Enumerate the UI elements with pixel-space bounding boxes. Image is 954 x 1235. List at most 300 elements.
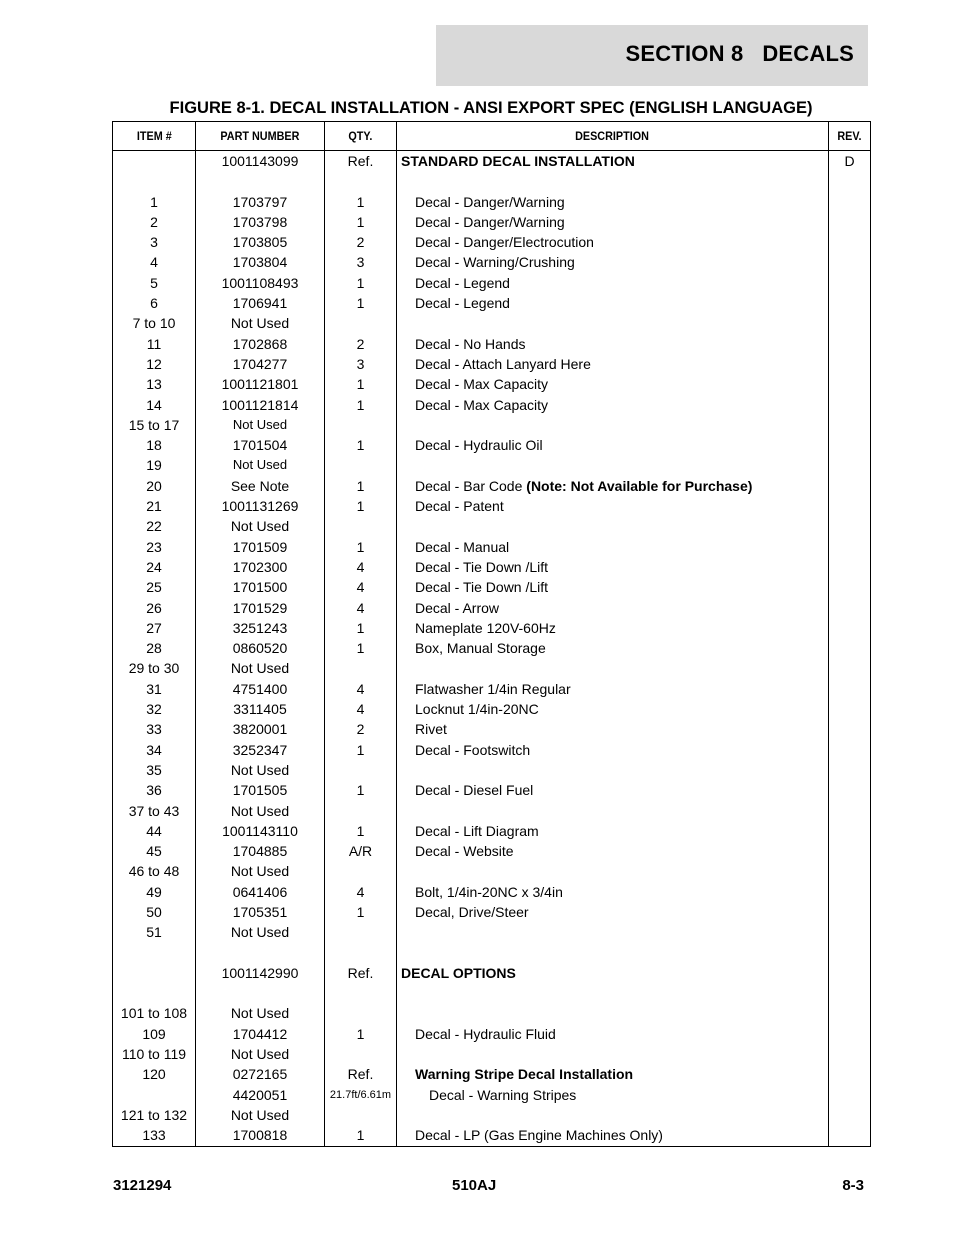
qty-cell: 1 bbox=[325, 476, 397, 496]
part-number-cell: 3252347 bbox=[196, 740, 325, 760]
table-row bbox=[113, 455, 871, 475]
description-text bbox=[397, 721, 447, 737]
rev-cell bbox=[829, 374, 871, 394]
rev-cell bbox=[829, 740, 871, 760]
qty-cell: 4 bbox=[325, 679, 397, 699]
table-row bbox=[113, 334, 871, 354]
rev-cell bbox=[829, 658, 871, 678]
description-text bbox=[397, 803, 415, 819]
description-text bbox=[397, 173, 415, 189]
item-number-cell: 35 bbox=[113, 760, 196, 780]
description-cell bbox=[397, 821, 829, 841]
description-cell bbox=[397, 719, 829, 739]
description-text bbox=[397, 417, 415, 433]
qty-cell: Ref. bbox=[325, 963, 397, 983]
rev-cell bbox=[829, 638, 871, 658]
rev-cell bbox=[829, 516, 871, 536]
table-row bbox=[113, 496, 871, 516]
description-text bbox=[397, 336, 526, 352]
description-label: DECAL OPTIONS bbox=[401, 964, 516, 981]
description-cell bbox=[397, 1064, 829, 1084]
part-number-cell: 1001143099 bbox=[196, 151, 325, 172]
item-number-cell: 36 bbox=[113, 780, 196, 800]
qty-cell bbox=[325, 922, 397, 942]
rev-cell bbox=[829, 577, 871, 597]
table-row bbox=[113, 882, 871, 902]
part-number-cell: Not Used bbox=[196, 760, 325, 780]
part-number-cell: 1001108493 bbox=[196, 273, 325, 293]
description-cell bbox=[397, 618, 829, 638]
qty-cell: 1 bbox=[325, 1125, 397, 1146]
description-cell bbox=[397, 192, 829, 212]
qty-cell: 1 bbox=[325, 293, 397, 313]
item-number-cell: 120 bbox=[113, 1064, 196, 1084]
description-text bbox=[397, 376, 548, 392]
qty-cell: 2 bbox=[325, 334, 397, 354]
part-number-cell: 1001121801 bbox=[196, 374, 325, 394]
description-text bbox=[397, 254, 575, 270]
rev-cell bbox=[829, 212, 871, 232]
rev-cell bbox=[829, 354, 871, 374]
item-number-cell: 33 bbox=[113, 719, 196, 739]
description-text bbox=[397, 214, 565, 230]
description-cell bbox=[397, 212, 829, 232]
item-number-cell: 44 bbox=[113, 821, 196, 841]
qty-cell bbox=[325, 943, 397, 963]
description-label: Decal - Danger/Warning bbox=[415, 193, 565, 210]
description-text bbox=[397, 660, 415, 676]
item-number-cell: 6 bbox=[113, 293, 196, 313]
part-number-cell: 0860520 bbox=[196, 638, 325, 658]
table-row bbox=[113, 435, 871, 455]
description-text bbox=[397, 1087, 576, 1103]
table-row bbox=[113, 618, 871, 638]
part-number-cell: Not Used bbox=[196, 1003, 325, 1023]
item-number-cell: 27 bbox=[113, 618, 196, 638]
item-number-cell: 3 bbox=[113, 232, 196, 252]
table-row bbox=[113, 821, 871, 841]
description-text bbox=[397, 823, 539, 839]
part-number-cell: 1704412 bbox=[196, 1024, 325, 1044]
item-number-cell: 24 bbox=[113, 557, 196, 577]
table-row bbox=[113, 922, 871, 942]
footer-model: 510AJ bbox=[452, 1177, 497, 1194]
qty-cell: 1 bbox=[325, 212, 397, 232]
part-number-cell: Not Used bbox=[196, 455, 325, 475]
description-cell bbox=[397, 902, 829, 922]
description-cell bbox=[397, 1085, 829, 1105]
description-cell bbox=[397, 496, 829, 516]
qty-cell: 1 bbox=[325, 395, 397, 415]
rev-cell bbox=[829, 943, 871, 963]
description-text bbox=[397, 295, 510, 311]
part-number-cell: 3311405 bbox=[196, 699, 325, 719]
table-row bbox=[113, 171, 871, 191]
rev-cell bbox=[829, 983, 871, 1003]
item-number-cell: 109 bbox=[113, 1024, 196, 1044]
item-number-cell: 15 to 17 bbox=[113, 415, 196, 435]
description-text bbox=[397, 579, 548, 595]
table-row bbox=[113, 902, 871, 922]
table-row bbox=[113, 354, 871, 374]
table-row bbox=[113, 983, 871, 1003]
qty-cell: 1 bbox=[325, 496, 397, 516]
part-number-cell: Not Used bbox=[196, 516, 325, 536]
item-number-cell: 29 to 30 bbox=[113, 658, 196, 678]
description-cell bbox=[397, 151, 829, 172]
part-number-cell: 4751400 bbox=[196, 679, 325, 699]
item-number-cell: 101 to 108 bbox=[113, 1003, 196, 1023]
rev-cell bbox=[829, 334, 871, 354]
description-label: Decal - Legend bbox=[415, 274, 510, 291]
qty-cell bbox=[325, 658, 397, 678]
description-text bbox=[397, 620, 556, 636]
rev-cell bbox=[829, 963, 871, 983]
item-number-cell: 12 bbox=[113, 354, 196, 374]
item-number-cell: 51 bbox=[113, 922, 196, 942]
description-label: Decal - Manual bbox=[415, 538, 510, 555]
qty-cell: 4 bbox=[325, 699, 397, 719]
description-cell bbox=[397, 334, 829, 354]
item-number-cell: 7 to 10 bbox=[113, 313, 196, 333]
part-number-cell: Not Used bbox=[196, 1044, 325, 1064]
qty-cell: A/R bbox=[325, 841, 397, 861]
description-cell bbox=[397, 740, 829, 760]
description-label: Decal - Bar Code bbox=[415, 477, 527, 494]
description-label: Decal - Lift Diagram bbox=[415, 822, 539, 839]
table-header-row bbox=[113, 122, 871, 151]
part-number-cell: 1701504 bbox=[196, 435, 325, 455]
description-label: Decal - Attach Lanyard Here bbox=[415, 355, 591, 372]
part-number-cell: 1705351 bbox=[196, 902, 325, 922]
qty-cell: Ref. bbox=[325, 1064, 397, 1084]
table-row bbox=[113, 699, 871, 719]
part-number-cell: 4420051 bbox=[196, 1085, 325, 1105]
item-number-cell: 25 bbox=[113, 577, 196, 597]
description-label: Decal - Legend bbox=[415, 295, 510, 312]
part-number-cell: 1706941 bbox=[196, 293, 325, 313]
qty-cell: 1 bbox=[325, 537, 397, 557]
part-number-cell: 1001131269 bbox=[196, 496, 325, 516]
description-label: Rivet bbox=[415, 721, 447, 738]
rev-cell bbox=[829, 1044, 871, 1064]
item-number-cell: 31 bbox=[113, 679, 196, 699]
description-label: Warning Stripe Decal Installation bbox=[415, 1066, 634, 1083]
description-text bbox=[397, 904, 529, 920]
item-number-cell: 22 bbox=[113, 516, 196, 536]
item-number-cell bbox=[113, 171, 196, 191]
part-number-cell: Not Used bbox=[196, 861, 325, 881]
table-row bbox=[113, 861, 871, 881]
description-cell bbox=[397, 476, 829, 496]
description-cell bbox=[397, 598, 829, 618]
description-label: Decal - Max Capacity bbox=[415, 376, 549, 393]
description-label: Decal - Patent bbox=[415, 498, 504, 515]
rev-cell bbox=[829, 435, 871, 455]
parts-table-body bbox=[113, 151, 871, 1147]
rev-cell bbox=[829, 252, 871, 272]
description-label: Decal, Drive/Steer bbox=[415, 903, 529, 920]
description-cell bbox=[397, 760, 829, 780]
description-text bbox=[397, 681, 571, 697]
qty-cell bbox=[325, 171, 397, 191]
table-row bbox=[113, 963, 871, 983]
rev-cell bbox=[829, 841, 871, 861]
rev-cell bbox=[829, 922, 871, 942]
qty-cell: 1 bbox=[325, 273, 397, 293]
qty-cell: 1 bbox=[325, 618, 397, 638]
part-number-cell: 0272165 bbox=[196, 1064, 325, 1084]
description-text bbox=[397, 965, 516, 981]
item-number-cell: 26 bbox=[113, 598, 196, 618]
description-text bbox=[397, 985, 415, 1001]
description-text bbox=[397, 437, 543, 453]
qty-cell bbox=[325, 313, 397, 333]
description-cell bbox=[397, 861, 829, 881]
item-number-cell: 19 bbox=[113, 455, 196, 475]
description-cell bbox=[397, 963, 829, 983]
description-cell bbox=[397, 435, 829, 455]
description-note: (Note: Not Available for Purchase) bbox=[526, 477, 753, 494]
qty-cell bbox=[325, 415, 397, 435]
qty-cell: 1 bbox=[325, 780, 397, 800]
rev-cell bbox=[829, 902, 871, 922]
part-number-cell: 1001143110 bbox=[196, 821, 325, 841]
rev-cell bbox=[829, 313, 871, 333]
part-number-cell: Not Used bbox=[196, 658, 325, 678]
qty-cell bbox=[325, 1044, 397, 1064]
rev-cell bbox=[829, 1064, 871, 1084]
qty-cell bbox=[325, 801, 397, 821]
description-text bbox=[397, 478, 752, 494]
description-cell bbox=[397, 1125, 829, 1146]
qty-cell bbox=[325, 983, 397, 1003]
description-label: Bolt, 1/4in-20NC x 3/4in bbox=[415, 883, 563, 900]
qty-cell: 3 bbox=[325, 354, 397, 374]
rev-cell bbox=[829, 1125, 871, 1146]
part-number-cell: 1702868 bbox=[196, 334, 325, 354]
item-number-cell: 50 bbox=[113, 902, 196, 922]
qty-cell: 1 bbox=[325, 192, 397, 212]
item-number-cell: 5 bbox=[113, 273, 196, 293]
rev-cell bbox=[829, 679, 871, 699]
description-text bbox=[397, 498, 504, 514]
rev-cell: D bbox=[829, 151, 871, 172]
qty-cell: 4 bbox=[325, 577, 397, 597]
description-text bbox=[397, 1107, 415, 1123]
table-row bbox=[113, 537, 871, 557]
rev-cell bbox=[829, 557, 871, 577]
description-cell bbox=[397, 1105, 829, 1125]
table-row bbox=[113, 557, 871, 577]
description-text bbox=[397, 945, 415, 961]
description-cell bbox=[397, 922, 829, 942]
description-text bbox=[397, 600, 499, 616]
table-row bbox=[113, 273, 871, 293]
item-number-cell: 4 bbox=[113, 252, 196, 272]
rev-cell bbox=[829, 598, 871, 618]
footer-doc-number: 3121294 bbox=[113, 1177, 172, 1194]
qty-cell: 1 bbox=[325, 1024, 397, 1044]
part-number-cell bbox=[196, 943, 325, 963]
rev-cell bbox=[829, 801, 871, 821]
table-row bbox=[113, 760, 871, 780]
part-number-cell: 1701509 bbox=[196, 537, 325, 557]
rev-cell bbox=[829, 1003, 871, 1023]
qty-cell: 21.7ft/6.61m bbox=[325, 1085, 397, 1105]
column-header-qty: QTY. bbox=[325, 122, 397, 151]
qty-cell: 1 bbox=[325, 902, 397, 922]
column-header-description: DESCRIPTION bbox=[397, 122, 829, 151]
part-number-cell: 1703797 bbox=[196, 192, 325, 212]
description-label: Decal - Hydraulic Fluid bbox=[415, 1025, 556, 1042]
description-label: Decal - Website bbox=[415, 843, 514, 860]
description-cell bbox=[397, 943, 829, 963]
rev-cell bbox=[829, 232, 871, 252]
table-row bbox=[113, 1064, 871, 1084]
description-cell bbox=[397, 658, 829, 678]
item-number-cell: 11 bbox=[113, 334, 196, 354]
table-row bbox=[113, 192, 871, 212]
table-row bbox=[113, 1125, 871, 1146]
qty-cell: 2 bbox=[325, 232, 397, 252]
table-row bbox=[113, 212, 871, 232]
section-banner bbox=[436, 25, 868, 86]
rev-cell bbox=[829, 537, 871, 557]
table-row bbox=[113, 679, 871, 699]
description-text bbox=[397, 518, 415, 534]
description-cell bbox=[397, 801, 829, 821]
description-label: Box, Manual Storage bbox=[415, 640, 546, 657]
part-number-cell: 3820001 bbox=[196, 719, 325, 739]
item-number-cell: 49 bbox=[113, 882, 196, 902]
table-row bbox=[113, 740, 871, 760]
description-text bbox=[397, 539, 509, 555]
qty-cell bbox=[325, 861, 397, 881]
description-cell bbox=[397, 252, 829, 272]
part-number-cell: Not Used bbox=[196, 922, 325, 942]
description-text bbox=[397, 742, 530, 758]
item-number-cell: 46 to 48 bbox=[113, 861, 196, 881]
rev-cell bbox=[829, 1105, 871, 1125]
description-text bbox=[397, 1005, 415, 1021]
description-cell bbox=[397, 415, 829, 435]
column-header-rev: REV. bbox=[829, 122, 871, 151]
table-row bbox=[113, 1105, 871, 1125]
description-label: STANDARD DECAL INSTALLATION bbox=[401, 153, 635, 169]
table-row bbox=[113, 395, 871, 415]
qty-cell: 1 bbox=[325, 374, 397, 394]
column-header-item: ITEM # bbox=[113, 122, 196, 151]
description-label: Flatwasher 1/4in Regular bbox=[415, 680, 571, 697]
description-label: Decal - Footswitch bbox=[415, 741, 531, 758]
description-label: Nameplate 120V-60Hz bbox=[415, 619, 556, 636]
item-number-cell bbox=[113, 943, 196, 963]
description-label: Decal - Hydraulic Oil bbox=[415, 437, 543, 454]
description-label: Decal - No Hands bbox=[415, 335, 526, 352]
description-text bbox=[397, 863, 415, 879]
table-row bbox=[113, 415, 871, 435]
table-row bbox=[113, 658, 871, 678]
table-row bbox=[113, 232, 871, 252]
description-text bbox=[397, 397, 548, 413]
table-row bbox=[113, 943, 871, 963]
description-text bbox=[397, 843, 514, 859]
qty-cell: 4 bbox=[325, 598, 397, 618]
description-text bbox=[397, 640, 546, 656]
footer-page-number: 8-3 bbox=[842, 1177, 864, 1194]
item-number-cell: 133 bbox=[113, 1125, 196, 1146]
part-number-cell: 1704277 bbox=[196, 354, 325, 374]
item-number-cell: 34 bbox=[113, 740, 196, 760]
qty-cell bbox=[325, 1003, 397, 1023]
qty-cell bbox=[325, 516, 397, 536]
qty-cell bbox=[325, 455, 397, 475]
item-number-cell: 32 bbox=[113, 699, 196, 719]
rev-cell bbox=[829, 273, 871, 293]
part-number-cell: See Note bbox=[196, 476, 325, 496]
description-text bbox=[397, 194, 565, 210]
description-text bbox=[397, 1066, 633, 1082]
item-number-cell: 14 bbox=[113, 395, 196, 415]
part-number-cell: 1701529 bbox=[196, 598, 325, 618]
description-text bbox=[397, 924, 415, 940]
description-cell bbox=[397, 1044, 829, 1064]
description-cell bbox=[397, 780, 829, 800]
description-cell bbox=[397, 537, 829, 557]
description-cell bbox=[397, 557, 829, 577]
part-number-cell: 1001121814 bbox=[196, 395, 325, 415]
part-number-cell: 1703798 bbox=[196, 212, 325, 232]
rev-cell bbox=[829, 699, 871, 719]
section-title: SECTION 8 DECALS bbox=[625, 41, 854, 66]
qty-cell: 1 bbox=[325, 435, 397, 455]
part-number-cell: 0641406 bbox=[196, 882, 325, 902]
rev-cell bbox=[829, 861, 871, 881]
table-row bbox=[113, 151, 871, 172]
description-cell bbox=[397, 354, 829, 374]
description-label: Decal - Danger/Warning bbox=[415, 213, 565, 230]
description-text bbox=[397, 1127, 663, 1143]
rev-cell bbox=[829, 821, 871, 841]
item-number-cell: 45 bbox=[113, 841, 196, 861]
description-text bbox=[397, 275, 510, 291]
rev-cell bbox=[829, 293, 871, 313]
description-cell bbox=[397, 293, 829, 313]
description-cell bbox=[397, 232, 829, 252]
description-text bbox=[397, 457, 415, 473]
part-number-cell bbox=[196, 983, 325, 1003]
description-cell bbox=[397, 638, 829, 658]
description-cell bbox=[397, 983, 829, 1003]
item-number-cell: 21 bbox=[113, 496, 196, 516]
item-number-cell bbox=[113, 151, 196, 172]
item-number-cell: 13 bbox=[113, 374, 196, 394]
description-cell bbox=[397, 882, 829, 902]
rev-cell bbox=[829, 171, 871, 191]
rev-cell bbox=[829, 455, 871, 475]
description-label: Decal - Danger/Electrocution bbox=[415, 234, 594, 251]
description-label: Decal - Warning/Crushing bbox=[415, 254, 575, 271]
part-number-cell: Not Used bbox=[196, 801, 325, 821]
description-cell bbox=[397, 699, 829, 719]
description-text bbox=[397, 234, 594, 250]
table-row bbox=[113, 577, 871, 597]
table-row bbox=[113, 1003, 871, 1023]
qty-cell: 2 bbox=[325, 719, 397, 739]
description-label: Decal - Tie Down /Lift bbox=[415, 558, 549, 575]
rev-cell bbox=[829, 496, 871, 516]
